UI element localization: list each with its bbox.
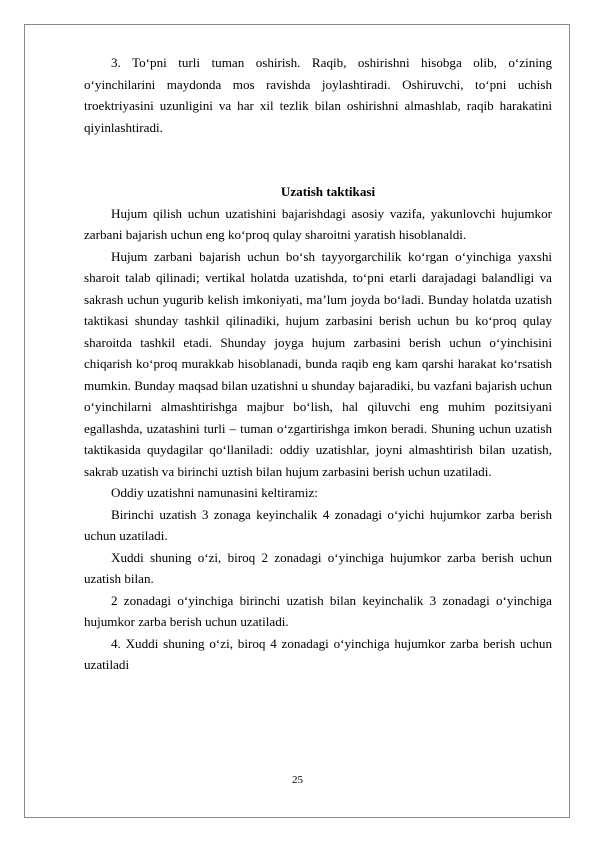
paragraph: Birinchi uzatish 3 zonaga keyinchalik 4 zonadagi o‘yichi hujumkor zarba berish uchun uzatiladi.	[84, 506, 552, 543]
paragraph: Hujum zarbani bajarish uchun bo‘sh tayyorgarchilik ko‘rgan o‘yinchiga yaxshi sharoit talab qilinadi; vertikal holatda uzatishda, to‘pni etarli darajadagi balandligi va sakrash uchun yugurib kelish imkoniyati, ma’lum joyda bo‘ladi. Bunday holatda uzatish taktikasi shunday tashkil qilinadiki, hujum zarbasini berish uchun bu ko‘proq qulay sharoitda tashkil etadi. Shunday joyga hujum zarbasini berish uchun o‘yinchisini chiqarish ko‘proq murakkab hisoblanadi, bunda raqib eng kam qarshi harakat ko‘rsatish mumkin. Bunday maqsad bilan uzatishni u shunday bajaradiki, bu vazfani bajarish uchun o‘yinchilarni almashtirishga majbur bo‘lish, hal qiluvchi eng muhim pozitsiyani egallashda, uzatashini turli – tuman o‘zgartirishga imkon beradi. Shuning uchun uzatish taktikasida quydagilar qo‘llaniladi: oddiy uzatishlar, joyni almashtirish bilan uzatish, sakrab uzatish va birinchi uztish bilan hujum zarbasini berish uchun uzatiladi.	[84, 248, 552, 479]
section-heading: Uzatish taktikasi	[280, 184, 376, 199]
paragraph: 4. Xuddi shuning o‘zi, biroq 4 zonadagi o‘yinchiga hujumkor zarba berish uchun uzatiladi	[84, 635, 552, 672]
page-number: 25	[292, 774, 303, 786]
paragraph: Oddiy uzatishni namunasini keltiramiz:	[111, 485, 318, 500]
paragraph: Hujum qilish uchun uzatishini bajarishdagi asosiy vazifa, yakunlovchi hujumkor zarbani bajarish uchun eng ko‘proq qulay sharoitni yaratish hisoblanaldi.	[84, 205, 552, 242]
paragraph: 2 zonadagi o‘yinchiga birinchi uzatish bilan keyinchalik 3 zonadagi o‘yinchiga hujumkor zarba berish uchun uzatiladi.	[84, 592, 552, 629]
paragraph-serve-variation: 3. To‘pni turli tuman oshirish. Raqib, oshirishni hisobga olib, o‘zining o‘yinchilarini maydonda mos ravishda joylashtiradi. Oshiruvchi, to‘pni uchish troektriyasini uzunligini va har xil tezlik bilan oshirishni almashlab, raqib harakatini qiyinlashtiradi.	[84, 55, 552, 135]
paragraph: Xuddi shuning o‘zi, biroq 2 zonadagi o‘yinchiga hujumkor zarba berish uchun uzatish bilan.	[84, 549, 552, 586]
section-gap	[84, 138, 552, 181]
document-body	[84, 52, 552, 676]
